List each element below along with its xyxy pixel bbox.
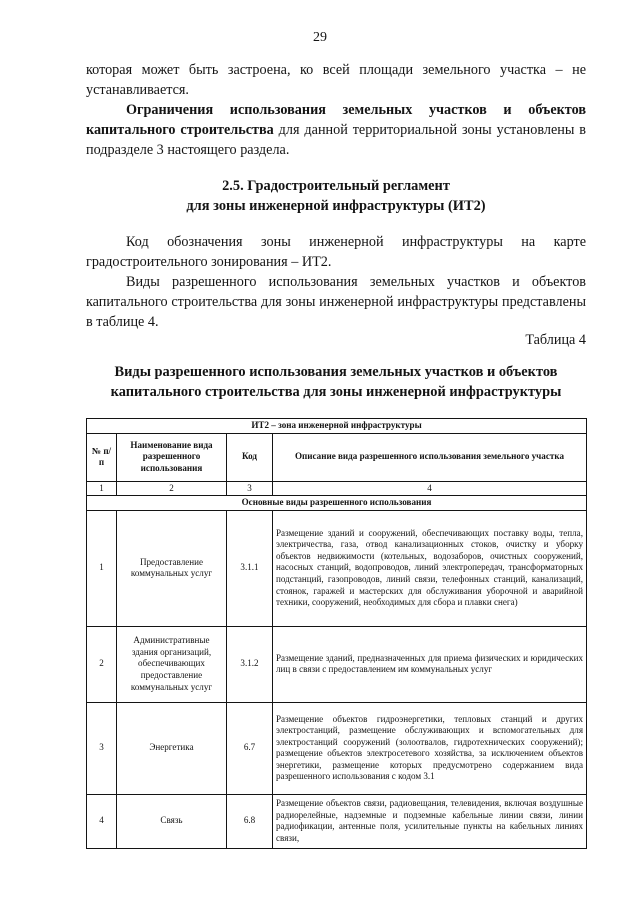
page-number: 29	[313, 30, 327, 45]
row-description: Размещение зданий и сооружений, обеспечивающих поставку воды, тепла, электричества, газа, отвод канализационных стоков, очистку и уборку объектов недвижимости (котельных, водозаборов, очистных сооружений, насосных станций, водопроводов, линий электропередач, трансформаторных подстанций, газопроводов, линий связи, телефонных станций, канализаций, стоянок, гаражей и мастерских для обслуживания уборочной и аварийной техники, сооружений, необходимых для сбора и плавки снега)	[273, 510, 587, 626]
row-use-name: Связь	[117, 794, 227, 848]
zone-header-row	[87, 419, 587, 434]
col-number-4: 4	[273, 481, 587, 496]
zone-code-paragraph: Код обозначения зоны инженерной инфраструктуры на карте градостроительного зонирования – ИТ2.	[86, 234, 586, 270]
table-row	[87, 794, 587, 848]
restrictions-bold-text: Ограничения использования земельных участков и объектов капитального строительства	[86, 102, 586, 138]
row-number: 4	[87, 794, 117, 848]
row-code: 3.1.2	[227, 626, 273, 702]
permitted-use-table	[86, 418, 587, 849]
restrictions-rest-text: для данной территориальной зоны установлены в подразделе 3 настоящего раздела.	[86, 122, 587, 158]
section-heading	[86, 176, 586, 216]
table-reference-paragraph: Виды разрешенного использования земельных участков и объектов капитального строительства для зоны инженерной инфраструктуры представлены в таблице 4.	[86, 274, 586, 330]
row-number: 2	[87, 626, 117, 702]
col-header-description: Описание вида разрешенного использования земельного участка	[273, 433, 587, 481]
table-label: Таблица 4	[525, 332, 586, 348]
intro-line-1: которая может быть застроена, ко всей площади земельного участка – не	[86, 62, 586, 78]
table-row	[87, 626, 587, 702]
row-use-name: Административные здания организаций, обеспечивающих предоставление коммунальных услуг	[117, 626, 227, 702]
row-use-name: Предоставление коммунальных услуг	[117, 510, 227, 626]
table-row	[87, 702, 587, 794]
table-title	[86, 362, 586, 402]
row-number: 1	[87, 510, 117, 626]
table-row	[87, 510, 587, 626]
group-header-cell: Основные виды разрешенного использования	[87, 496, 587, 511]
col-header-number: № п/п	[87, 433, 117, 481]
table-title-line-2: капитального строительства для зоны инженерной инфраструктуры	[110, 384, 562, 400]
table-title-line-1: Виды разрешенного использования земельных участков и объектов	[114, 364, 558, 380]
group-header-row	[87, 496, 587, 511]
col-number-1: 1	[87, 481, 117, 496]
row-number: 3	[87, 702, 117, 794]
section-heading-line-2: для зоны инженерной инфраструктуры (ИТ2)	[186, 198, 486, 214]
col-number-3: 3	[227, 481, 273, 496]
zone-header-cell: ИТ2 – зона инженерной инфраструктуры	[87, 419, 587, 434]
col-number-2: 2	[117, 481, 227, 496]
row-use-name: Энергетика	[117, 702, 227, 794]
row-description: Размещение объектов гидроэнергетики, тепловых станций и других электростанций, размещение обслуживающих и вспомогательных для электростанций сооружений (золоотвалов, гидротехнических сооружений); размещение объектов электросетевого хозяйства, за исключением объектов энергетики, размещение которых предусмотрено содержанием вида разрешенного использования с кодом 3.1	[273, 702, 587, 794]
row-description: Размещение объектов связи, радиовещания, телевидения, включая воздушные радиорелейные, надземные и подземные кабельные линии связи, линии радиофикации, антенные поля, усилительные пункты на кабельных линиях связи,	[273, 794, 587, 848]
row-code: 6.7	[227, 702, 273, 794]
col-header-code: Код	[227, 433, 273, 481]
col-header-name: Наименование вида разрешенного использования	[117, 433, 227, 481]
column-header-row	[87, 433, 587, 481]
column-number-row	[87, 481, 587, 496]
intro-line-2: устанавливается.	[86, 82, 189, 98]
row-code: 6.8	[227, 794, 273, 848]
restrictions-paragraph	[86, 100, 586, 160]
row-description: Размещение зданий, предназначенных для приема физических и юридических лиц в связи с предоставлением им коммунальных услуг	[273, 626, 587, 702]
section-heading-line-1: 2.5. Градостроительный регламент	[222, 178, 450, 194]
row-code: 3.1.1	[227, 510, 273, 626]
